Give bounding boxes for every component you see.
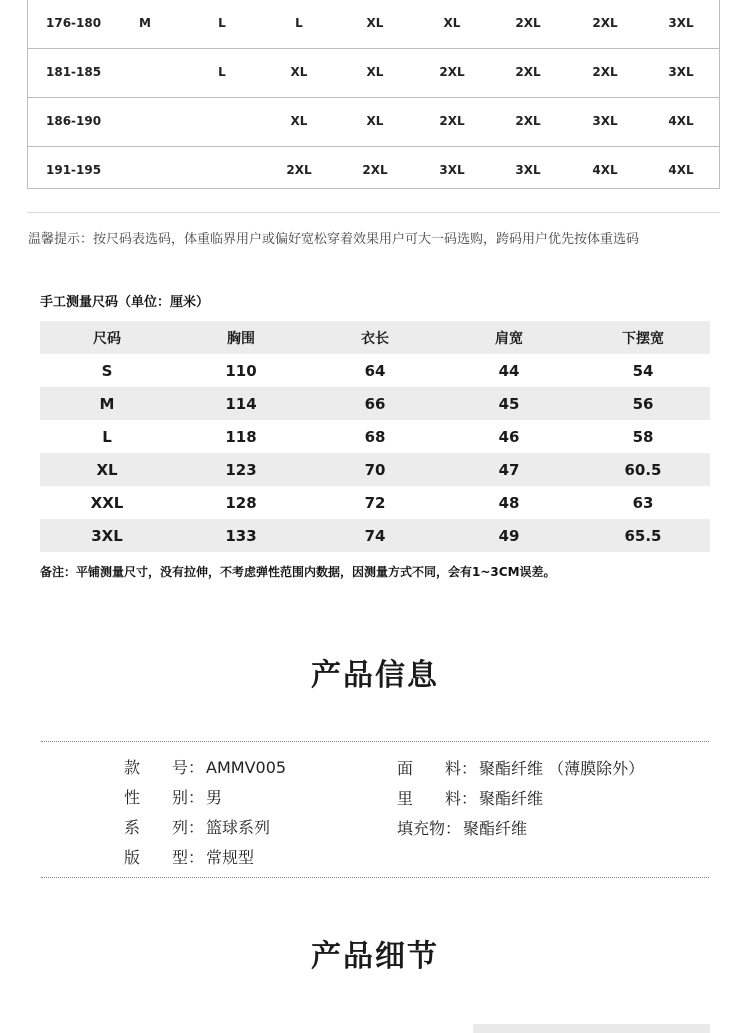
detail-image-placeholder bbox=[473, 1024, 710, 1033]
table-row bbox=[40, 453, 710, 486]
height-range: 186-190 bbox=[46, 114, 102, 128]
table-cell: 114 bbox=[225, 394, 257, 413]
table-cell: 44 bbox=[498, 361, 520, 380]
table-cell: 66 bbox=[364, 394, 386, 413]
table-cell: 45 bbox=[498, 394, 520, 413]
table-cell: S bbox=[101, 361, 113, 380]
size-cell: 3XL bbox=[592, 114, 618, 128]
table-cell: 110 bbox=[225, 361, 257, 380]
size-cell: 2XL bbox=[515, 65, 541, 79]
info-value: 男 bbox=[206, 788, 223, 807]
info-label: 系 列： bbox=[124, 818, 205, 837]
size-cell: 2XL bbox=[515, 114, 541, 128]
table-row bbox=[40, 519, 710, 552]
size-cell: L bbox=[218, 65, 226, 79]
size-cell: XL bbox=[366, 114, 384, 128]
size-cell: 2XL bbox=[286, 163, 312, 177]
dotted-divider bbox=[41, 877, 709, 878]
size-cell: 2XL bbox=[515, 16, 541, 30]
table-cell: 65.5 bbox=[624, 526, 662, 545]
table-cell: 123 bbox=[225, 460, 257, 479]
info-gender bbox=[124, 785, 222, 808]
table-row bbox=[40, 420, 710, 453]
table-row bbox=[40, 354, 710, 387]
table-row bbox=[40, 387, 710, 420]
info-value: 聚酯纤维 bbox=[479, 789, 544, 808]
size-cell: XL bbox=[290, 114, 308, 128]
size-cell: L bbox=[295, 16, 303, 30]
info-value: 聚酯纤维 （薄膜除外） bbox=[479, 759, 645, 778]
table-cell: 64 bbox=[364, 361, 386, 380]
size-cell: 2XL bbox=[362, 163, 388, 177]
dotted-divider bbox=[41, 741, 709, 742]
table-cell: 47 bbox=[498, 460, 520, 479]
info-label: 里 料： bbox=[397, 789, 478, 808]
table-row bbox=[40, 486, 710, 519]
product-info-title: 产品信息 bbox=[311, 658, 439, 693]
info-lining bbox=[397, 786, 543, 809]
measure-note: 备注：平铺测量尺寸，没有拉伸，不考虑弹性范围内数据，因测量方式不同，会有1~3CM误差。 bbox=[40, 565, 556, 579]
size-cell: 2XL bbox=[439, 114, 465, 128]
size-cell: L bbox=[218, 16, 226, 30]
table-cell: 46 bbox=[498, 427, 520, 446]
column-header: 胸围 bbox=[227, 330, 255, 347]
height-range: 181-185 bbox=[46, 65, 102, 79]
table-cell: 58 bbox=[632, 427, 654, 446]
info-value: 常规型 bbox=[206, 848, 255, 867]
size-recommendation-table bbox=[27, 0, 720, 189]
table-cell: 133 bbox=[225, 526, 257, 545]
info-fit bbox=[124, 845, 254, 868]
measure-title: 手工测量尺码（单位：厘米） bbox=[40, 295, 210, 310]
table-cell: 118 bbox=[225, 427, 257, 446]
table-row bbox=[28, 98, 719, 147]
size-cell: 2XL bbox=[592, 65, 618, 79]
size-cell: 4XL bbox=[668, 163, 694, 177]
table-cell: 72 bbox=[364, 493, 386, 512]
measurement-table bbox=[40, 321, 710, 552]
table-cell: 54 bbox=[632, 361, 654, 380]
size-cell: XL bbox=[366, 65, 384, 79]
table-cell: 128 bbox=[225, 493, 257, 512]
table-cell: 70 bbox=[364, 460, 386, 479]
height-range: 191-195 bbox=[46, 163, 102, 177]
size-cell: 3XL bbox=[515, 163, 541, 177]
size-cell: 3XL bbox=[668, 16, 694, 30]
table-cell: XL bbox=[96, 460, 118, 479]
size-cell: 3XL bbox=[668, 65, 694, 79]
table-row bbox=[28, 49, 719, 98]
table-cell: XXL bbox=[90, 493, 124, 512]
table-cell: M bbox=[99, 394, 115, 413]
column-header: 衣长 bbox=[361, 330, 389, 347]
table-cell: 56 bbox=[632, 394, 654, 413]
table-cell: L bbox=[102, 427, 112, 446]
size-cell: 4XL bbox=[668, 114, 694, 128]
size-cell: M bbox=[139, 16, 151, 30]
table-cell: 3XL bbox=[91, 526, 123, 545]
info-filling bbox=[397, 816, 527, 839]
table-row bbox=[28, 0, 719, 49]
info-value: 聚酯纤维 bbox=[463, 819, 528, 838]
size-cell: 2XL bbox=[592, 16, 618, 30]
table-cell: 68 bbox=[364, 427, 386, 446]
info-label: 性 别： bbox=[124, 788, 205, 807]
table-cell: 48 bbox=[498, 493, 520, 512]
size-cell: XL bbox=[366, 16, 384, 30]
info-label: 版 型： bbox=[124, 848, 205, 867]
table-cell: 60.5 bbox=[624, 460, 662, 479]
table-header-row bbox=[40, 321, 710, 354]
info-style-number bbox=[124, 755, 286, 778]
info-fabric bbox=[397, 756, 644, 779]
size-cell: 3XL bbox=[439, 163, 465, 177]
column-header: 尺码 bbox=[93, 330, 121, 347]
info-value: AMMV005 bbox=[206, 758, 287, 777]
info-label: 填充物： bbox=[397, 819, 462, 838]
size-tip: 温馨提示：按尺码表选码，体重临界用户或偏好宽松穿着效果用户可大一码选购，跨码用户优先按体重选码 bbox=[28, 232, 640, 247]
info-label: 面 料： bbox=[397, 759, 478, 778]
table-cell: 49 bbox=[498, 526, 520, 545]
info-series bbox=[124, 815, 270, 838]
divider bbox=[27, 212, 720, 213]
table-cell: 74 bbox=[364, 526, 386, 545]
size-cell: XL bbox=[290, 65, 308, 79]
height-range: 176-180 bbox=[46, 16, 102, 30]
size-cell: 2XL bbox=[439, 65, 465, 79]
column-header: 肩宽 bbox=[495, 330, 523, 347]
product-detail-title: 产品细节 bbox=[311, 939, 439, 974]
table-cell: 63 bbox=[632, 493, 654, 512]
info-label: 款 号： bbox=[124, 758, 205, 777]
column-header: 下摆宽 bbox=[622, 330, 664, 347]
size-cell: XL bbox=[443, 16, 461, 30]
table-row bbox=[28, 147, 719, 195]
size-cell: 4XL bbox=[592, 163, 618, 177]
info-value: 篮球系列 bbox=[206, 818, 271, 837]
